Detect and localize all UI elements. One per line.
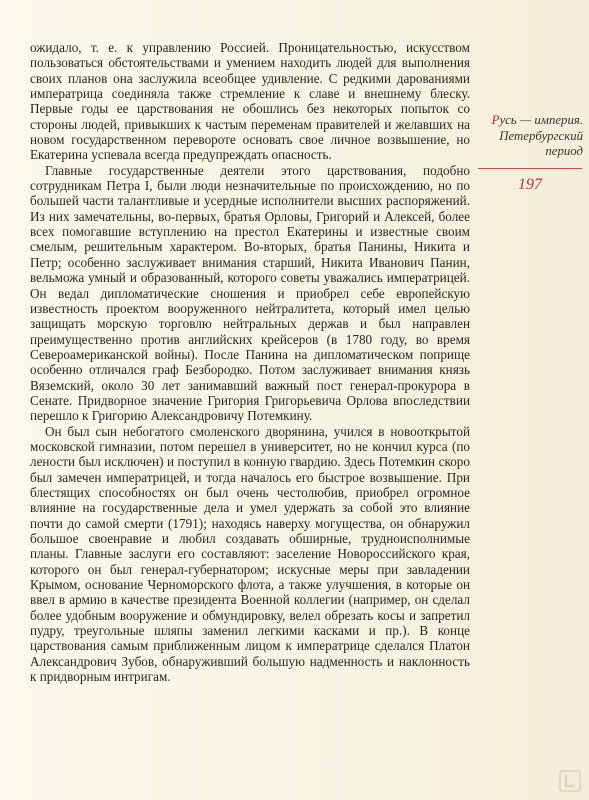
- main-text-column: [30, 40, 470, 684]
- section-title-initial: Р: [491, 113, 500, 127]
- litres-logo-icon: [559, 770, 581, 792]
- litres-watermark: [559, 770, 581, 792]
- sidebar-divider: [478, 168, 582, 169]
- paragraph-1: ожидало, т. е. к управлению Россией. Проницательностью, искусством пользоваться обстоятельствами и умением находить людей для выполнения своих планов она заслужила всеобщее удивление. С редкими дарованиями императрица соединяла также стремление к славе и внешнему блеску. Первые годы ее царствования не обошлись без некоторых попыток со стороны людей, привыкших к частым переменам правителей и желавших на новом государственном перевороте основать свое личное возвышение, но Екатерина успевала всегда предупреждать опасность.: [30, 40, 470, 163]
- running-section-title: [478, 113, 583, 160]
- paragraph-3: Он был сын небогатого смоленского дворянина, учился в новооткрытой московской гимназии, потом перешел в университет, но не кончил курса (по лености был исключен) и поступил в конную гвардию. Здесь Потемкин скоро был замечен императрицей, и тогда началось его быстрое возвышение. При блестящих способностях он был очень честолюбив, приобрел огромное влияние на государственные дела и умел удержать за собой это влияние почти до самой смерти (1791); находясь наверху могущества, он обнаружил большое своенравие и любил создавать обширные, трудноисполнимые планы. Главные заслуги его составляют: заселение Новороссийского края, которого он был генерал-губернатором; искусные меры при завладении Крымом, основание Черноморского флота, а также улучшения, в которые он ввел в армию в качестве президента Военной коллегии (например, он сделал более удобным вооружение и обмундировку, велел обрезать косы и запретил пудру, треугольные шляпы заменил легкими касками и пр.). В конце царствования самым приближенным лицом к императрице сделался Платон Александрович Зубов, обнаруживший большую надменность и наклонность к придворным интригам.: [30, 423, 470, 685]
- page-number: 197: [518, 176, 542, 193]
- section-title-rest: усь — империя. Петербургский период: [499, 113, 583, 158]
- paragraph-2: Главные государственные деятели этого царствования, подобно сотрудникам Петра I, были люди незначительные по происхождению, но по большей части талантливые и усердные исполнители высших распоряжений. Из них замечательны, во-первых, братья Орловы, Григорий и Алексей, более всех помогавшие вступлению на престол Екатерины и известные своим смелым, решительным характером. Во-вторых, братья Панины, Никита и Петр; особенно заслуживает внимания старший, Никита Иванович Панин, вельможа умный и образованный, которого советы уважались императрицей. Он ведал дипломатические сношения и приобрел себе европейскую известность проектом вооруженного нейтралитета, который имел целью защищать морскую торговлю нейтральных держав и был направлен преимущественно против английских крейсеров (в 1780 году, во время Североамериканской войны). После Панина на дипломатическом поприще особенно отличался граф Безбородко. Потом заслуживает внимания князь Вяземский, около 30 лет занимавший важный пост генерал-прокурора в Сенате. Придворное значение Григория Григорьевича Орлова впоследствии перешло к Григорию Александровичу Потемкину.: [30, 162, 470, 424]
